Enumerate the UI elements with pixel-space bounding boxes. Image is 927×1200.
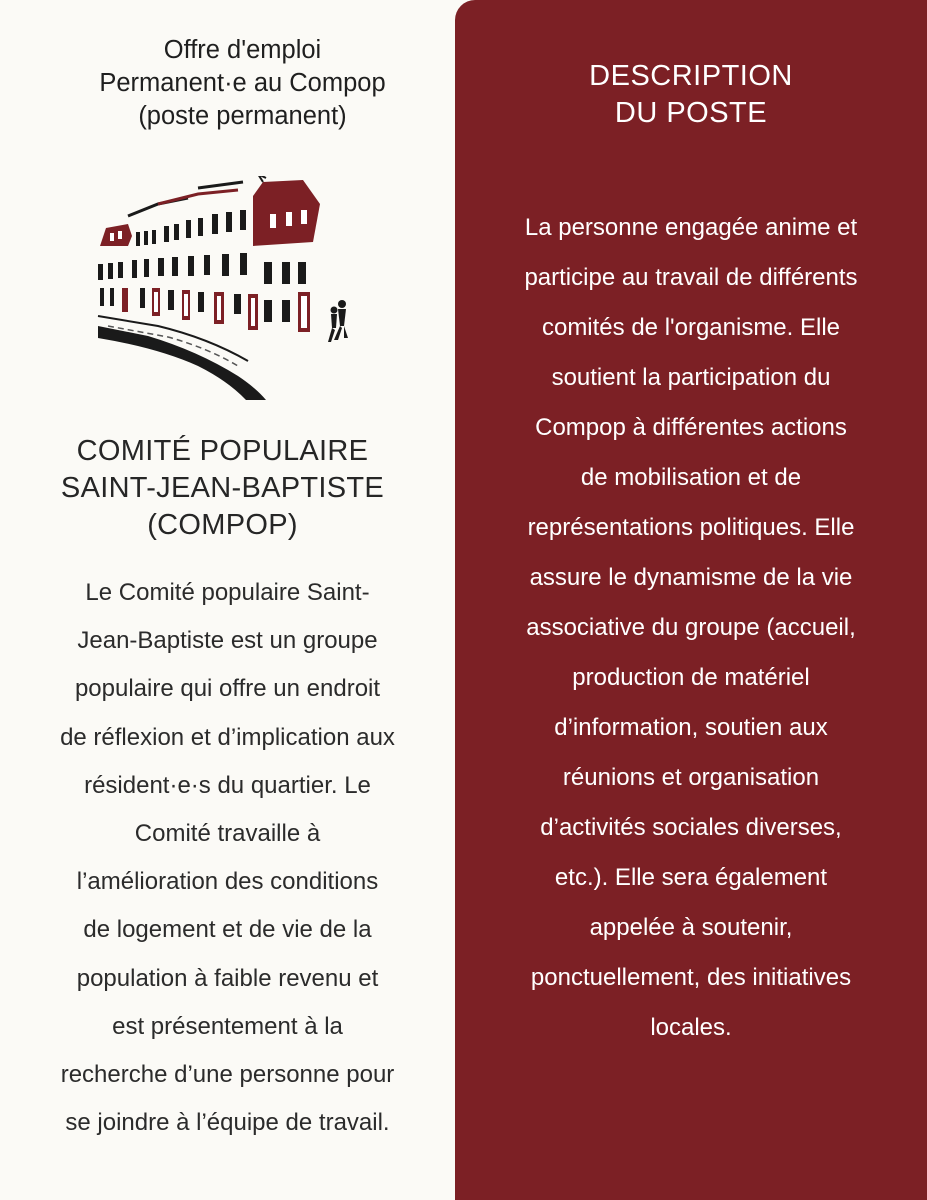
job-description-line: assure le dynamisme de la vie <box>529 564 853 591</box>
description-line: résident·e·s du quartier. Le <box>84 771 371 799</box>
description-line: population à faible revenu et <box>76 964 379 992</box>
job-description-line: appelée à soutenir, <box>589 914 793 941</box>
job-description-line: associative du groupe (accueil, <box>526 614 856 641</box>
description-line: de réflexion et d’implication aux <box>60 723 395 751</box>
organization-name-line: SAINT-JEAN-BAPTISTE <box>60 472 385 504</box>
organization-description <box>0 569 455 1147</box>
job-description-line: ponctuellement, des initiatives <box>530 964 852 991</box>
section-title-line: DU POSTE <box>614 97 768 129</box>
job-description-line: production de matériel <box>572 664 810 691</box>
organization-name-line: (COMPOP) <box>147 509 298 541</box>
building-row-illustration-icon <box>88 176 358 401</box>
description-line: Comité travaille à <box>134 820 321 848</box>
job-description <box>455 203 927 1053</box>
organization-name <box>0 433 445 544</box>
header-line: Permanent·e au Compop <box>99 69 386 97</box>
description-line: Jean-Baptiste est un groupe <box>77 627 378 655</box>
job-description-line: représentations politiques. Elle <box>527 514 855 541</box>
compop-logo <box>88 176 358 401</box>
job-description-line: participe au travail de différents <box>524 264 858 291</box>
description-line: est présentement à la <box>112 1012 343 1040</box>
section-title <box>455 58 927 132</box>
job-description-line: La personne engagée anime et <box>524 214 858 241</box>
description-line: populaire qui offre un endroit <box>74 675 381 703</box>
job-description-line: réunions et organisation <box>562 764 820 791</box>
job-description-line: Compop à différentes actions <box>535 414 847 441</box>
organization-name-line: COMITÉ POPULAIRE <box>76 435 369 467</box>
job-description-line: d’activités sociales diverses, <box>540 814 842 841</box>
job-description-line: locales. <box>650 1014 732 1041</box>
job-offer-header <box>0 34 485 133</box>
job-description-line: d’information, soutien aux <box>554 714 828 741</box>
job-description-panel <box>455 0 927 1200</box>
job-description-line: soutient la participation du <box>551 364 831 391</box>
description-line: Le Comité populaire Saint- <box>85 579 370 606</box>
job-description-line: comités de l'organisme. Elle <box>541 314 841 341</box>
section-title-line: DESCRIPTION <box>589 60 793 92</box>
left-column <box>0 0 455 1200</box>
job-description-line: etc.). Elle sera également <box>554 864 828 891</box>
header-line: (poste permanent) <box>138 102 347 130</box>
description-line: se joindre à l’équipe de travail. <box>65 1109 390 1137</box>
description-line: l’amélioration des conditions <box>76 868 379 896</box>
description-line: recherche d’une personne pour <box>60 1061 395 1089</box>
description-line: de logement et de vie de la <box>83 916 372 944</box>
header-line: Offre d'emploi <box>163 36 322 64</box>
job-description-line: de mobilisation et de <box>580 464 802 491</box>
